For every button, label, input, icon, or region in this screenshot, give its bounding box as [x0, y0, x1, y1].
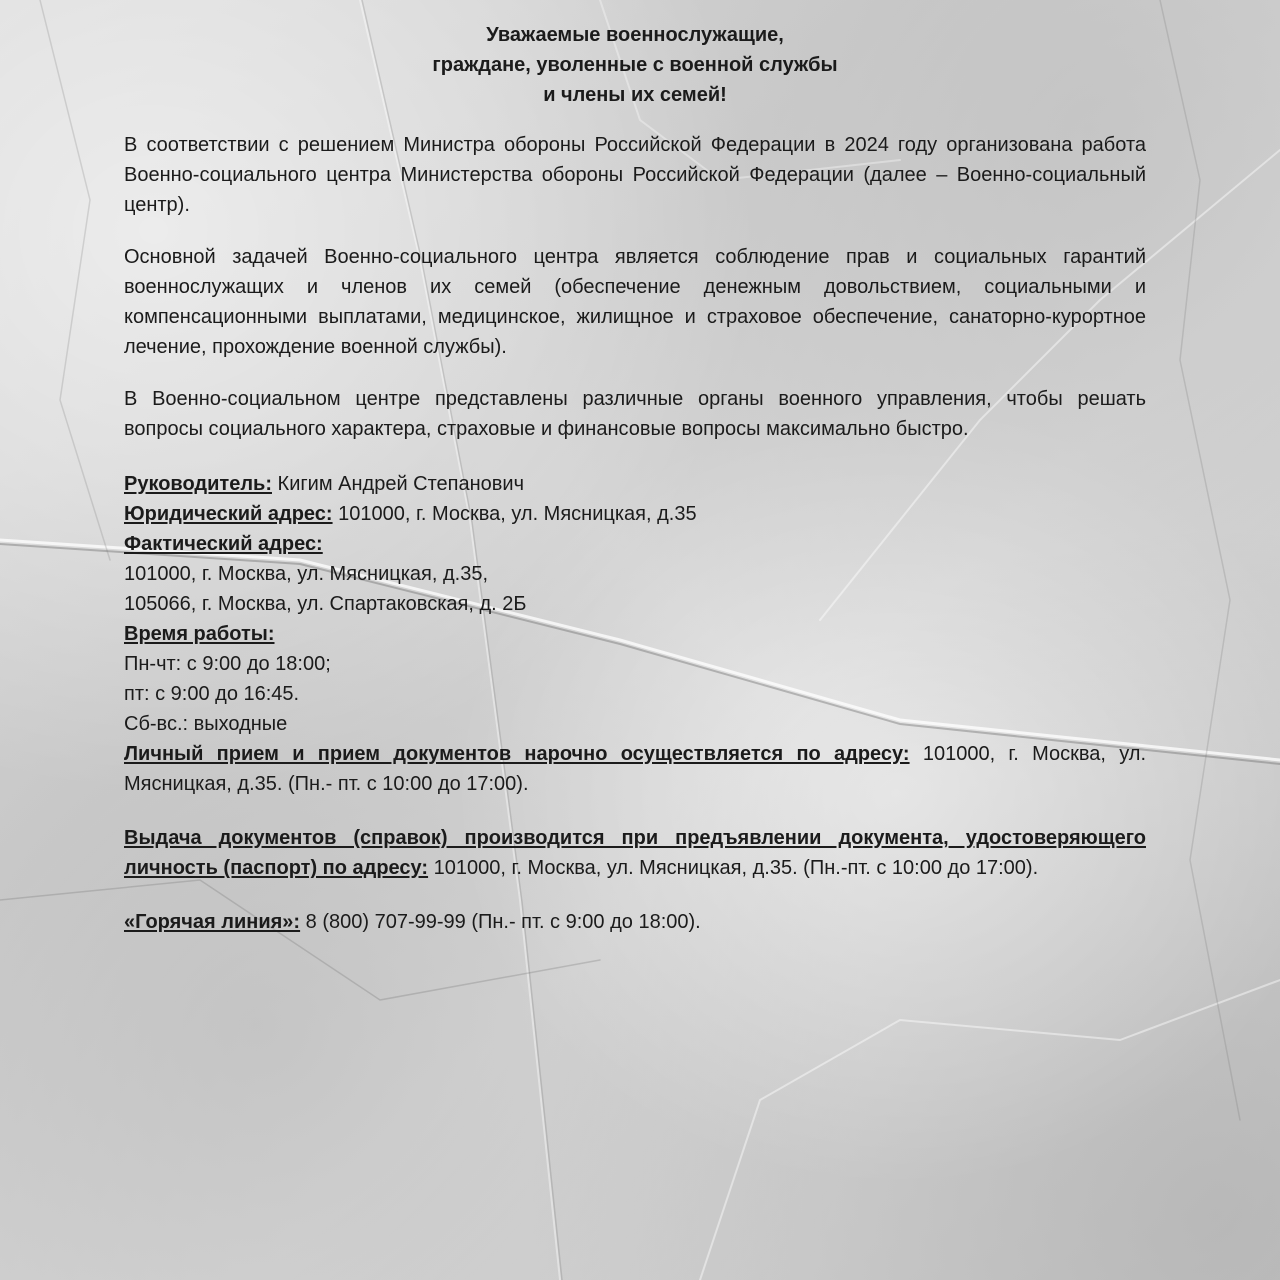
actual-address-1: 101000, г. Москва, ул. Мясницкая, д.35, — [124, 563, 489, 585]
work-hours-label: Время работы: — [124, 623, 275, 645]
heading-line-3: и члены их семей! — [543, 84, 727, 106]
hours-mon-thu: Пн-чт: с 9:00 до 18:00; — [124, 653, 331, 675]
reception-paragraph — [124, 739, 1146, 799]
main-task-paragraph: Основной задачей Военно-социального центра является соблюдение прав и социальных гарантий военнослужащих и членов их семей (обеспечение денежным довольствием, социальными и компенсационными выплатами, медицинское, жилищное и страховое обеспечение, санаторно-курортное лечение, прохождение военной службы). — [124, 246, 1146, 358]
hotline-value: 8 (800) 707-99-99 (Пн.- пт. с 9:00 до 18:00). — [300, 911, 701, 933]
notice-heading — [124, 20, 1146, 110]
hours-fri: пт: с 9:00 до 16:45. — [124, 683, 300, 705]
head-line — [124, 469, 1146, 499]
legal-address-label: Юридический адрес: — [124, 503, 333, 525]
legal-address-value: 101000, г. Москва, ул. Мясницкая, д.35 — [332, 503, 697, 525]
head-name: Кигим Андрей Степанович — [271, 473, 525, 495]
actual-address-label-line — [124, 529, 1146, 559]
work-hours-label-line — [124, 619, 1146, 649]
reception-label: Личный прием и прием документов нарочно осуществляется по адресу: — [124, 743, 910, 765]
notice-document — [124, 20, 1146, 937]
issuance-value: 101000, г. Москва, ул. Мясницкая, д.35. (Пн.-пт. с 10:00 до 17:00). — [428, 857, 1039, 879]
hotline-label: «Горячая линия»: — [124, 911, 301, 933]
heading-line-2: граждане, уволенные с военной службы — [432, 54, 838, 76]
hours-weekend: Сб-вс.: выходные — [124, 713, 288, 735]
heading-line-1: Уважаемые военнослужащие, — [486, 24, 784, 46]
legal-address-line — [124, 499, 1146, 529]
issuance-label: Выдача документов (справок) производится при предъявлении документа, удостоверяющего личность (паспорт) по адресу: — [124, 827, 1146, 879]
intro-paragraph: В соответствии с решением Министра обороны Российской Федерации в 2024 году организована работа Военно-социального центра Министерства обороны Российской Федерации (далее – Военно-социальный центр). — [124, 134, 1146, 216]
reception-value: 101000, г. Москва, ул. Мясницкая, д.35. (Пн.- пт. с 10:00 до 17:00). — [124, 743, 1147, 795]
actual-address-label: Фактический адрес: — [124, 533, 323, 555]
head-label: Руководитель: — [124, 473, 272, 495]
hotline-line — [124, 907, 1146, 937]
governing-bodies-paragraph: В Военно-социальном центре представлены различные органы военного управления, чтобы решать вопросы социального характера, страховые и финансовые вопросы максимально быстро. — [124, 388, 1146, 440]
actual-address-2: 105066, г. Москва, ул. Спартаковская, д. 2Б — [124, 593, 527, 615]
issuance-paragraph — [124, 823, 1146, 883]
